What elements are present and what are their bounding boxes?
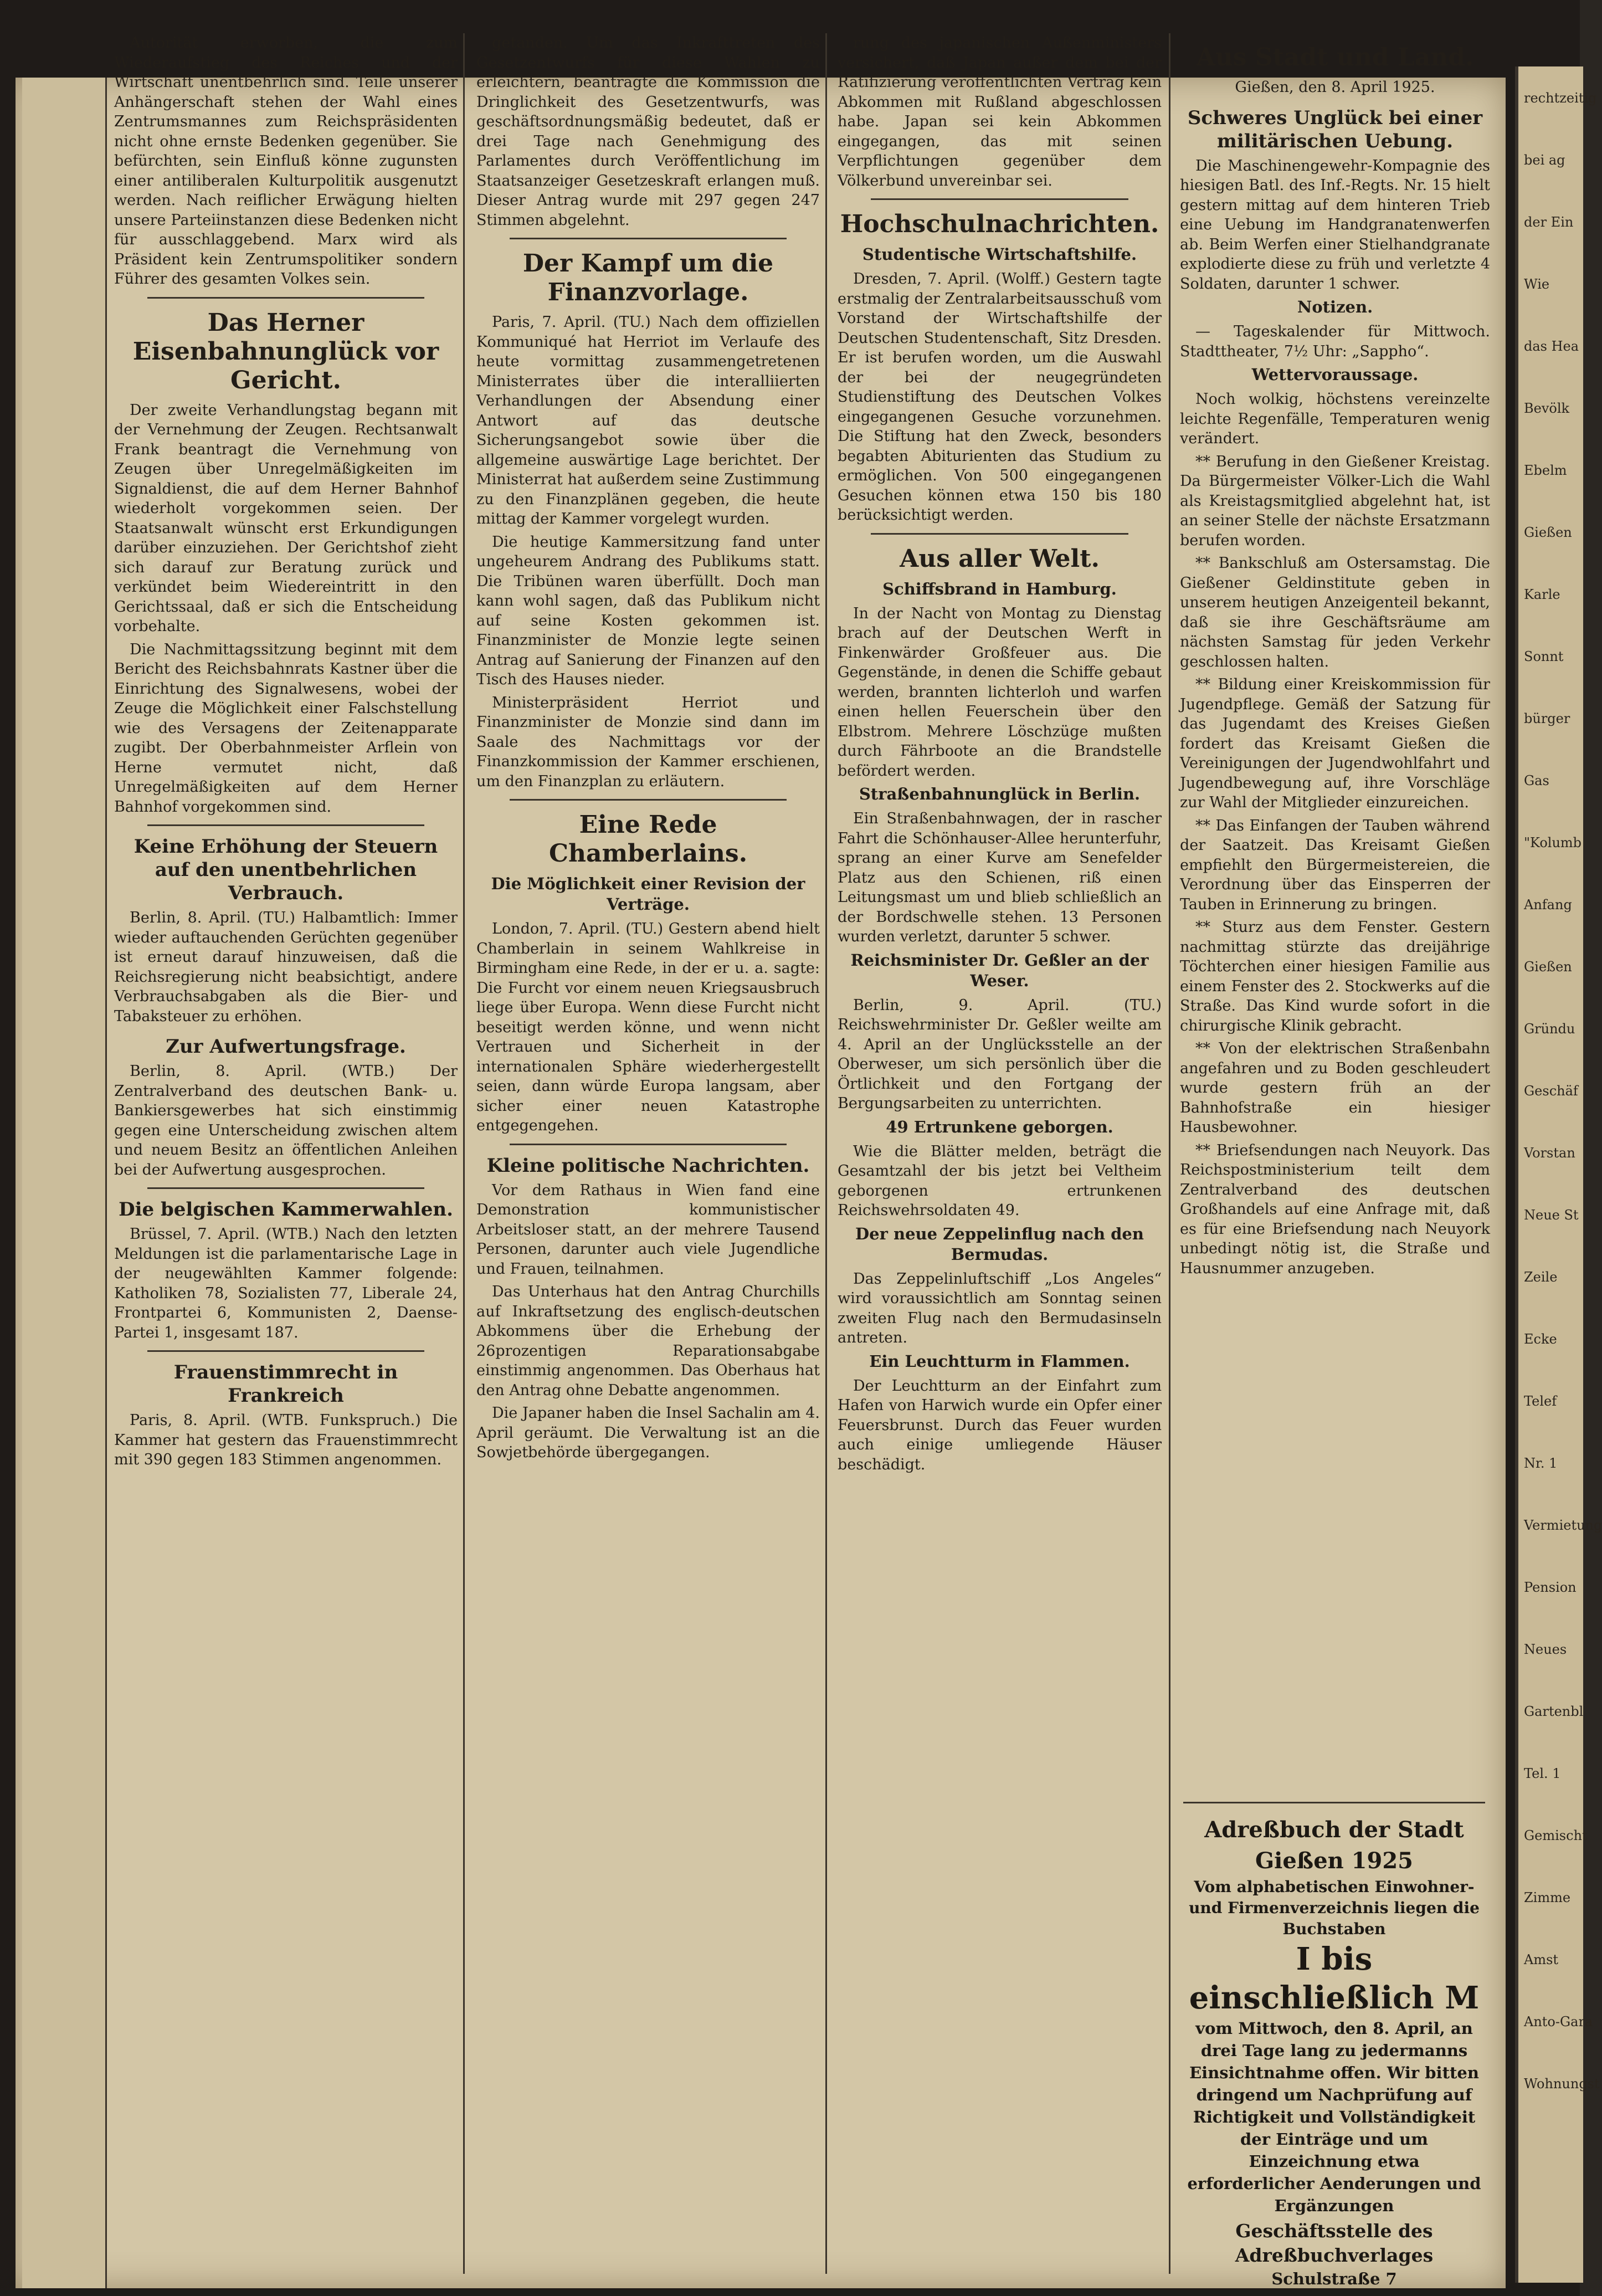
column-rule bbox=[463, 33, 465, 2274]
edge-line: Nr. 1 bbox=[1524, 1456, 1558, 1471]
article-text: Ein Straßenbahnwagen, der in rascher Fahrt die Schönhauser-Allee herunterfuhr, sprang an einer Kurve am Senefelder Platz aus den Schienen, riß einen Leitungsmast um und blieb schließlich an der Bordschwelle stehen. 13 Personen wurden verletzt, darunter 5 schwer. bbox=[838, 810, 1162, 945]
article-text: Noch wolkig, höchstens vereinzelte leichte Regenfälle, Temperaturen wenig verändert. bbox=[1180, 391, 1490, 447]
article-text: — Tageskalender für Mittwoch. Stadttheater, 7½ Uhr: „Sappho“. bbox=[1180, 323, 1490, 360]
edge-line: Neues bbox=[1524, 1642, 1567, 1657]
divider bbox=[510, 799, 787, 801]
edge-line: bei ag bbox=[1524, 152, 1565, 168]
subheadline: Schiffsbrand in Hamburg. bbox=[882, 579, 1117, 598]
column-rule bbox=[825, 33, 827, 2274]
article-text: ** Berufung in den Gießener Kreistag. Da Bürgermeister Völker-Lich die Wahl als Kreistagsmitglied abgelehnt hat, ist an seiner Stelle der nächste Ersatzmann berufen worden. bbox=[1180, 453, 1490, 549]
article-text: ** Das Einfangen der Tauben während der Saatzeit. Das Kreisamt Gießen empfiehlt den Bürgermeistereien, die Verordnung über das Einsperren der Tauben in Erinnerung zu bringen. bbox=[1180, 817, 1490, 913]
article-text: Berlin, 8. April. (TU.) Halbamtlich: Immer wieder auftauchenden Gerüchten gegenüber ist erneut darauf hinzuweisen, daß die Reichsregierung nicht beabsichtigt, andere Verbrauchsabgaben als die Bier- und Tabaksteuer zu erhöhen. bbox=[114, 909, 458, 1025]
column-3 bbox=[838, 33, 1162, 2274]
page-margin bbox=[22, 78, 107, 2288]
edge-line: Karle bbox=[1524, 587, 1560, 602]
edge-line: bürger bbox=[1524, 711, 1570, 726]
edge-line: Gründu bbox=[1524, 1021, 1575, 1037]
article-text: Die heutige Kammersitzung fand unter ungeheurem Andrang des Publikums statt. Die Tribünen waren überfüllt. Doch man kann wohl sagen, daß das Publikum nicht auf seine Kosten gekommen ist. Finanzminister de Monzie legte seinen Antrag auf Sanierung der Finanzen auf den Tisch des Hauses nieder. bbox=[476, 533, 820, 688]
headline: Die belgischen Kammerwahlen. bbox=[119, 1198, 453, 1221]
subheadline: 49 Ertrunkene geborgen. bbox=[886, 1117, 1113, 1136]
divider bbox=[510, 238, 787, 239]
edge-line: Sonnt bbox=[1524, 649, 1564, 664]
article-text: In der Nacht von Montag zu Dienstag brach auf der Deutschen Werft in Finkenwärder Großfeuer aus. Die Gegenstände, in denen die Schiffe gebaut werden, brannten lichterloh und warfen einen hellen Feuerschein über den Elbstrom. Mehrere Löschzüge mußten durch Fährboote an die Brandstelle befördert werden. bbox=[838, 604, 1162, 780]
edge-line: Gartenbl bbox=[1524, 1704, 1584, 1719]
headline: Kleine politische Nachrichten. bbox=[486, 1154, 810, 1177]
article-text: Das Unterhaus hat den Antrag Churchills auf Inkraftsetzung des englisch-deutschen Abkommens über die Erhebung der 26prozentigen Reparationsabgabe einstimmig angenommen. Das Oberhaus hat den Antrag ohne Debatte angenommen. bbox=[476, 1283, 820, 1399]
edge-line: Vorstan bbox=[1524, 1145, 1575, 1161]
edge-text bbox=[1518, 66, 1602, 2093]
section-header: Aus Stadt und Land. bbox=[1196, 43, 1474, 71]
headline: Keine Erhöhung der Steuern auf den unentbehrlichen Verbrauch. bbox=[134, 836, 438, 904]
edge-line: Tel. 1 bbox=[1524, 1766, 1561, 1781]
article-text: Das Zeppelinluftschiff „Los Angeles“ wird voraussichtlich am Sonntag seinen zweiten Flug nach den Bermudasinseln antreten. bbox=[838, 1270, 1162, 1346]
article-text: Vor dem Rathaus in Wien fand eine Demonstration kommunistischer Arbeitsloser statt, an der mehrere Tausend Personen, darunter auch viele Jugendliche und Frauen, teilnahmen. bbox=[476, 1181, 820, 1278]
edge-line: Gas bbox=[1524, 773, 1549, 788]
edge-line: Pension bbox=[1524, 1580, 1577, 1595]
column-4 bbox=[1180, 33, 1490, 1797]
article-text: ** Bildung einer Kreiskommission für Jugendpflege. Gemäß der Satzung für das Jugendamt des Kreises Gießen fordert das Kreisamt Gießen die Vereinigungen der Jugendwohlfahrt und Jugendbewegung auf, ihre Vorschläge zur Wahl der Mitglieder einzureichen. bbox=[1180, 676, 1490, 811]
divider bbox=[871, 198, 1128, 200]
headline: Frauenstimmrecht in Frankreich bbox=[173, 1361, 398, 1407]
headline: Das Herner Eisenbahnunglück vor Gericht. bbox=[132, 308, 439, 394]
article-text: rung des japanischen Außenministers versichert, daß Japan außer dem bei der Ratifizierung veröffentlichten Vertrag kein Abkommen mit Rußland abgeschlossen habe. Japan sei kein Abkommen eingegangen, das mit seinen Verpflichtungen gegenüber dem Völkerbund unvereinbar sei. bbox=[838, 34, 1162, 189]
column-1 bbox=[114, 33, 458, 2274]
article-text: Paris, 7. April. (TU.) Nach dem offiziellen Kommuniqué hat Herriot im Verlaufe des heute vormittag zusammengetretenen Ministerrates über die interalliierten Verhandlungen der Absendung einer Antwort auf das deutsche Sicherungsangebot sowie über die allgemeine auswärtige Lage berichtet. Der Ministerrat hat außerdem seine Zustimmung zu den Finanzplänen gegeben, die heute mittag der Kammer vorgelegt wurden. bbox=[476, 314, 820, 527]
edge-line: das Hea bbox=[1524, 339, 1579, 354]
article-text: Berlin, 8. April. (WTB.) Der Zentralverband des deutschen Bank- u. Bankiersgewerbes hat sich einstimmig gegen eine Unterscheidung zwischen altem und neuem Besitz an öffentlichen Anleihen bei der Aufwertung ausgesprochen. bbox=[114, 1063, 458, 1178]
edge-line: Zimme bbox=[1524, 1890, 1571, 1905]
divider bbox=[147, 1187, 424, 1189]
article-text: Die Nachmittagssitzung beginnt mit dem Bericht des Reichsbahnrats Kastner über die Einrichtung des Signalwesens, wobei der Zeuge die Möglichkeit einer Falschstellung wie des Versagens der Zeitenapparate zugibt. Der Oberbahnmeister Arflein von Herne vermutet nicht, daß Unregelmäßigkeiten auf dem Herner Bahnhof vorgekommen sind. bbox=[114, 640, 458, 816]
divider bbox=[147, 297, 424, 299]
article-text: getanden. Um das Inkrafttreten des Gesetzentwurfs für diese Wahlen zu erleichtern, beantragte die Kommission die Dringlichkeit des Gesetzentwurfs, was geschäftsordnungsmäßig bedeutet, daß er drei Tage nach Genehmigung des Parlamentes durch Veröffentlichung im Staatsanzeiger Gesetzeskraft erlangen muß. Dieser Antrag wurde mit 297 gegen 247 Stimmen abgelehnt. bbox=[476, 34, 820, 229]
divider bbox=[147, 824, 424, 826]
ad-title: Adreßbuch der Stadt Gießen 1925 bbox=[1204, 1817, 1464, 1874]
article-text: Der Leuchtturm an der Einfahrt zum Hafen von Harwich wurde ein Opfer einer Feuersbrunst. Durch das Feuer wurden auch einige umliegende Häuser beschädigt. bbox=[838, 1377, 1162, 1473]
article-text: ** Von der elektrischen Straßenbahn angefahren und zu Boden geschleudert wurde gestern früh an der Bahnhofstraße ein hiesiger Hausbewohner. bbox=[1180, 1040, 1490, 1136]
edge-line: Bevölk bbox=[1524, 401, 1570, 416]
article-text: Wie die Blätter melden, beträgt die Gesamtzahl der bis jetzt bei Veltheim geborgenen ertrunkenen Reichswehrsoldaten 49. bbox=[838, 1142, 1162, 1219]
divider bbox=[871, 533, 1128, 535]
dateline: Gießen, den 8. April 1925. bbox=[1235, 79, 1435, 96]
article-text: Die Japaner haben die Insel Sachalin am 4. April geräumt. Die Verwaltung ist an die Sowjetbehörde übergegangen. bbox=[476, 1405, 820, 1461]
headline: Zur Aufwertungsfrage. bbox=[166, 1036, 406, 1058]
article-text: Die Maschinengewehr-Kompagnie des hiesigen Batl. des Inf.-Regts. Nr. 15 hielt gestern mittag auf dem hinteren Trieb eine Uebung im Handgranatenwerfen ab. Beim Werfen einer Stielhandgranate explodierte diese zu früh und verletzte 4 Soldaten, darunter 1 schwer. bbox=[1180, 157, 1490, 293]
edge-line: Ebelm bbox=[1524, 463, 1567, 478]
advertisement-adressbuch bbox=[1183, 1802, 1485, 2288]
article-text: Ministerpräsident Herriot und Finanzminister de Monzie sind dann im Saale des Nachmittags vor der Finanzkommission der Kammer erschienen, um den Finanzplan zu erläutern. bbox=[476, 694, 820, 790]
edge-line: der Ein bbox=[1524, 214, 1574, 230]
edge-line: Vermietung bbox=[1524, 1518, 1602, 1533]
divider bbox=[147, 1350, 424, 1352]
subheadline: Straßenbahnunglück in Berlin. bbox=[859, 785, 1141, 803]
edge-line: Neue St bbox=[1524, 1207, 1579, 1223]
edge-line: Anfang bbox=[1524, 897, 1572, 913]
ad-street: Schulstraße 7 bbox=[1271, 2269, 1397, 2288]
headline: Hochschulnachrichten. bbox=[840, 210, 1159, 238]
edge-line: rechtzeitig bbox=[1524, 90, 1597, 106]
edge-line: Gießen bbox=[1524, 525, 1572, 540]
edge-line: "Kolumb bbox=[1524, 835, 1582, 850]
column-rule bbox=[1169, 33, 1170, 2274]
edge-line: Zeile bbox=[1524, 1269, 1558, 1285]
article-text: London, 7. April. (TU.) Gestern abend hielt Chamberlain in seinem Wahlkreise in Birmingham eine Rede, in der er u. a. sagte: Die Furcht vor einem neuen Kriegsausbruch liege über Europa. Wenn diese Furcht nicht beseitigt werden könne, und wenn nicht Vertrauen und Sicherheit in der internationalen Sphäre wiederhergestellt seien, dann würde Europa langsam, aber sicher einer neuen Katastrophe entgegengehen. bbox=[476, 920, 820, 1134]
edge-line: Gießen bbox=[1524, 959, 1572, 975]
article-text: Der zweite Verhandlungstag begann mit der Vernehmung der Zeugen. Rechtsanwalt Frank beantragt die Vernehmung von Zeugen über Unregelmäßigkeiten im Signaldienst, die auf dem Herner Bahnhof wiederholt vorgekommen seien. Der Staatsanwalt wünscht erst Erkundigungen darüber einzuziehen. Der Gerichtshof zieht sich darauf zur Beratung zurück und verkündet beim Wiedereintritt in den Gerichtssaal, daß er sich die Entscheidung vorbehalte. bbox=[114, 401, 458, 635]
headline: Eine Rede Chamberlains. bbox=[548, 811, 748, 868]
subheadline: Ein Leuchtturm in Flammen. bbox=[869, 1351, 1130, 1371]
article-text: ** Sturz aus dem Fenster. Gestern nachmittag stürzte das dreijährige Töchterchen einer hiesigen Familie aus einem Fenster des 2. Stockwerks auf die Straße. Das Kind wurde sofort in die chirurgische Klinik gebracht. bbox=[1180, 919, 1490, 1034]
headline: Aus aller Welt. bbox=[900, 544, 1100, 573]
column-2 bbox=[476, 33, 820, 2274]
ad-text: Vom alphabetischen Einwohner- und Firmenverzeichnis liegen die Buchstaben bbox=[1189, 1878, 1480, 1938]
edge-line: Telef bbox=[1524, 1393, 1557, 1409]
article-text: Autorität erworben, die zum Wiederaufstieg des Reiches und der Wirtschaft unentbehrlich sind. Teile unserer Anhängerschaft stehen der Wahl eines Zentrumsmannes zum Reichspräsidenten nicht ohne ernste Bedenken gegenüber. Sie befürchten, sein Einfluß könne zugunsten einer antiliberalen Kulturpolitik ausgenutzt werden. Nach reiflicher Erwägung hielten unsere Parteiinstanzen diese Bedenken nicht für ausschlaggebend. Marx wird als Präsident kein Zentrumspolitiker sondern Führer des gesamten Volkes sein. bbox=[114, 34, 458, 288]
subheadline: Der neue Zeppelinflug nach den Bermudas. bbox=[855, 1224, 1144, 1264]
subheadline: Die Möglichkeit einer Revision der Verträge. bbox=[491, 874, 805, 914]
headline: Der Kampf um die Finanzvorlage. bbox=[522, 249, 774, 306]
headline: Schweres Unglück bei einer militärischen Uebung. bbox=[1187, 106, 1483, 152]
edge-line: Anto-Gara bbox=[1524, 2014, 1593, 2030]
edge-line: Wohnungst bbox=[1524, 2076, 1600, 2092]
article-text: Berlin, 9. April. (TU.) Reichswehrminister Dr. Geßler weilte am 4. April an der Unglücksstelle an der Oberweser, um sich persönlich über die Örtlichkeit und den Fortgang der Bergungsarbeiten zu unterrichten. bbox=[838, 996, 1162, 1112]
subheadline: Wettervoraussage. bbox=[1251, 365, 1419, 384]
article-text: Brüssel, 7. April. (WTB.) Nach den letzten Meldungen ist die parlamentarische Lage in der neugewählten Kammer folgende: Katholiken 78, Sozialisten 77, Liberale 24, Frontpartei 6, Kommunisten 2, Daense-Partei 1, insgesamt 187. bbox=[114, 1226, 458, 1341]
edge-line: Wie bbox=[1524, 276, 1550, 292]
ad-text: vom Mittwoch, den 8. April, an drei Tage lang zu jedermanns Einsichtnahme offen. Wir bitten dringend um Nachprüfung auf Richtigkeit und Vollständigkeit der Einträge und um Einzeichnung etwa erforderlicher Aenderungen und Ergänzungen bbox=[1187, 2019, 1481, 2215]
article-text: Paris, 8. April. (WTB. Funkspruch.) Die Kammer hat gestern das Frauenstimmrecht mit 390 gegen 183 Stimmen angenommen. bbox=[114, 1412, 458, 1468]
subheadline: Reichsminister Dr. Geßler an der Weser. bbox=[850, 950, 1149, 990]
edge-line: Amst bbox=[1524, 1952, 1559, 1967]
ad-highlight: I bis einschließlich M bbox=[1189, 1941, 1480, 2016]
subheadline: Notizen. bbox=[1297, 298, 1373, 316]
edge-line: Geschäf bbox=[1524, 1083, 1578, 1099]
ad-office: Geschäftsstelle des Adreßbuchverlages bbox=[1235, 2220, 1434, 2266]
subheadline: Studentische Wirtschaftshilfe. bbox=[862, 245, 1137, 264]
edge-line: Gemischt bbox=[1524, 1828, 1588, 1843]
article-text: Dresden, 7. April. (Wolff.) Gestern tagte erstmalig der Zentralarbeitsausschuß vom Vorstand der Wirtschaftshilfe der Deutschen Studentenschaft, Sitz Dresden. Er ist berufen worden, um die Auswahl der bei der neugegründeten Studienstiftung des Deutschen Volkes eingegangenen Gesuche vorzunehmen. Die Stiftung hat den Zweck, besonders begabten Abiturienten das Studium zu ermöglichen. Von 500 eingegangenen Gesuchen können etwa 150 bis 180 berücksichtigt werden. bbox=[838, 270, 1162, 524]
edge-line: Ecke bbox=[1524, 1331, 1557, 1347]
adjacent-page-edge bbox=[1515, 66, 1602, 2283]
article-text: ** Briefsendungen nach Neuyork. Das Reichspostministerium teilt dem Zentralverband des deutschen Großhandels auf eine Anfrage mit, daß es für eine Briefsendung nach Neuyork unbedingt nötig ist, die Straße und Hausnummer anzugeben. bbox=[1180, 1141, 1490, 1277]
article-text: ** Bankschluß am Ostersamstag. Die Gießener Geldinstitute geben in unserem heutigen Anzeigenteil bekannt, daß sie ihre Geschäftsräume am nächsten Samstag für jeden Verkehr geschlossen halten. bbox=[1180, 555, 1490, 670]
divider bbox=[510, 1144, 787, 1145]
